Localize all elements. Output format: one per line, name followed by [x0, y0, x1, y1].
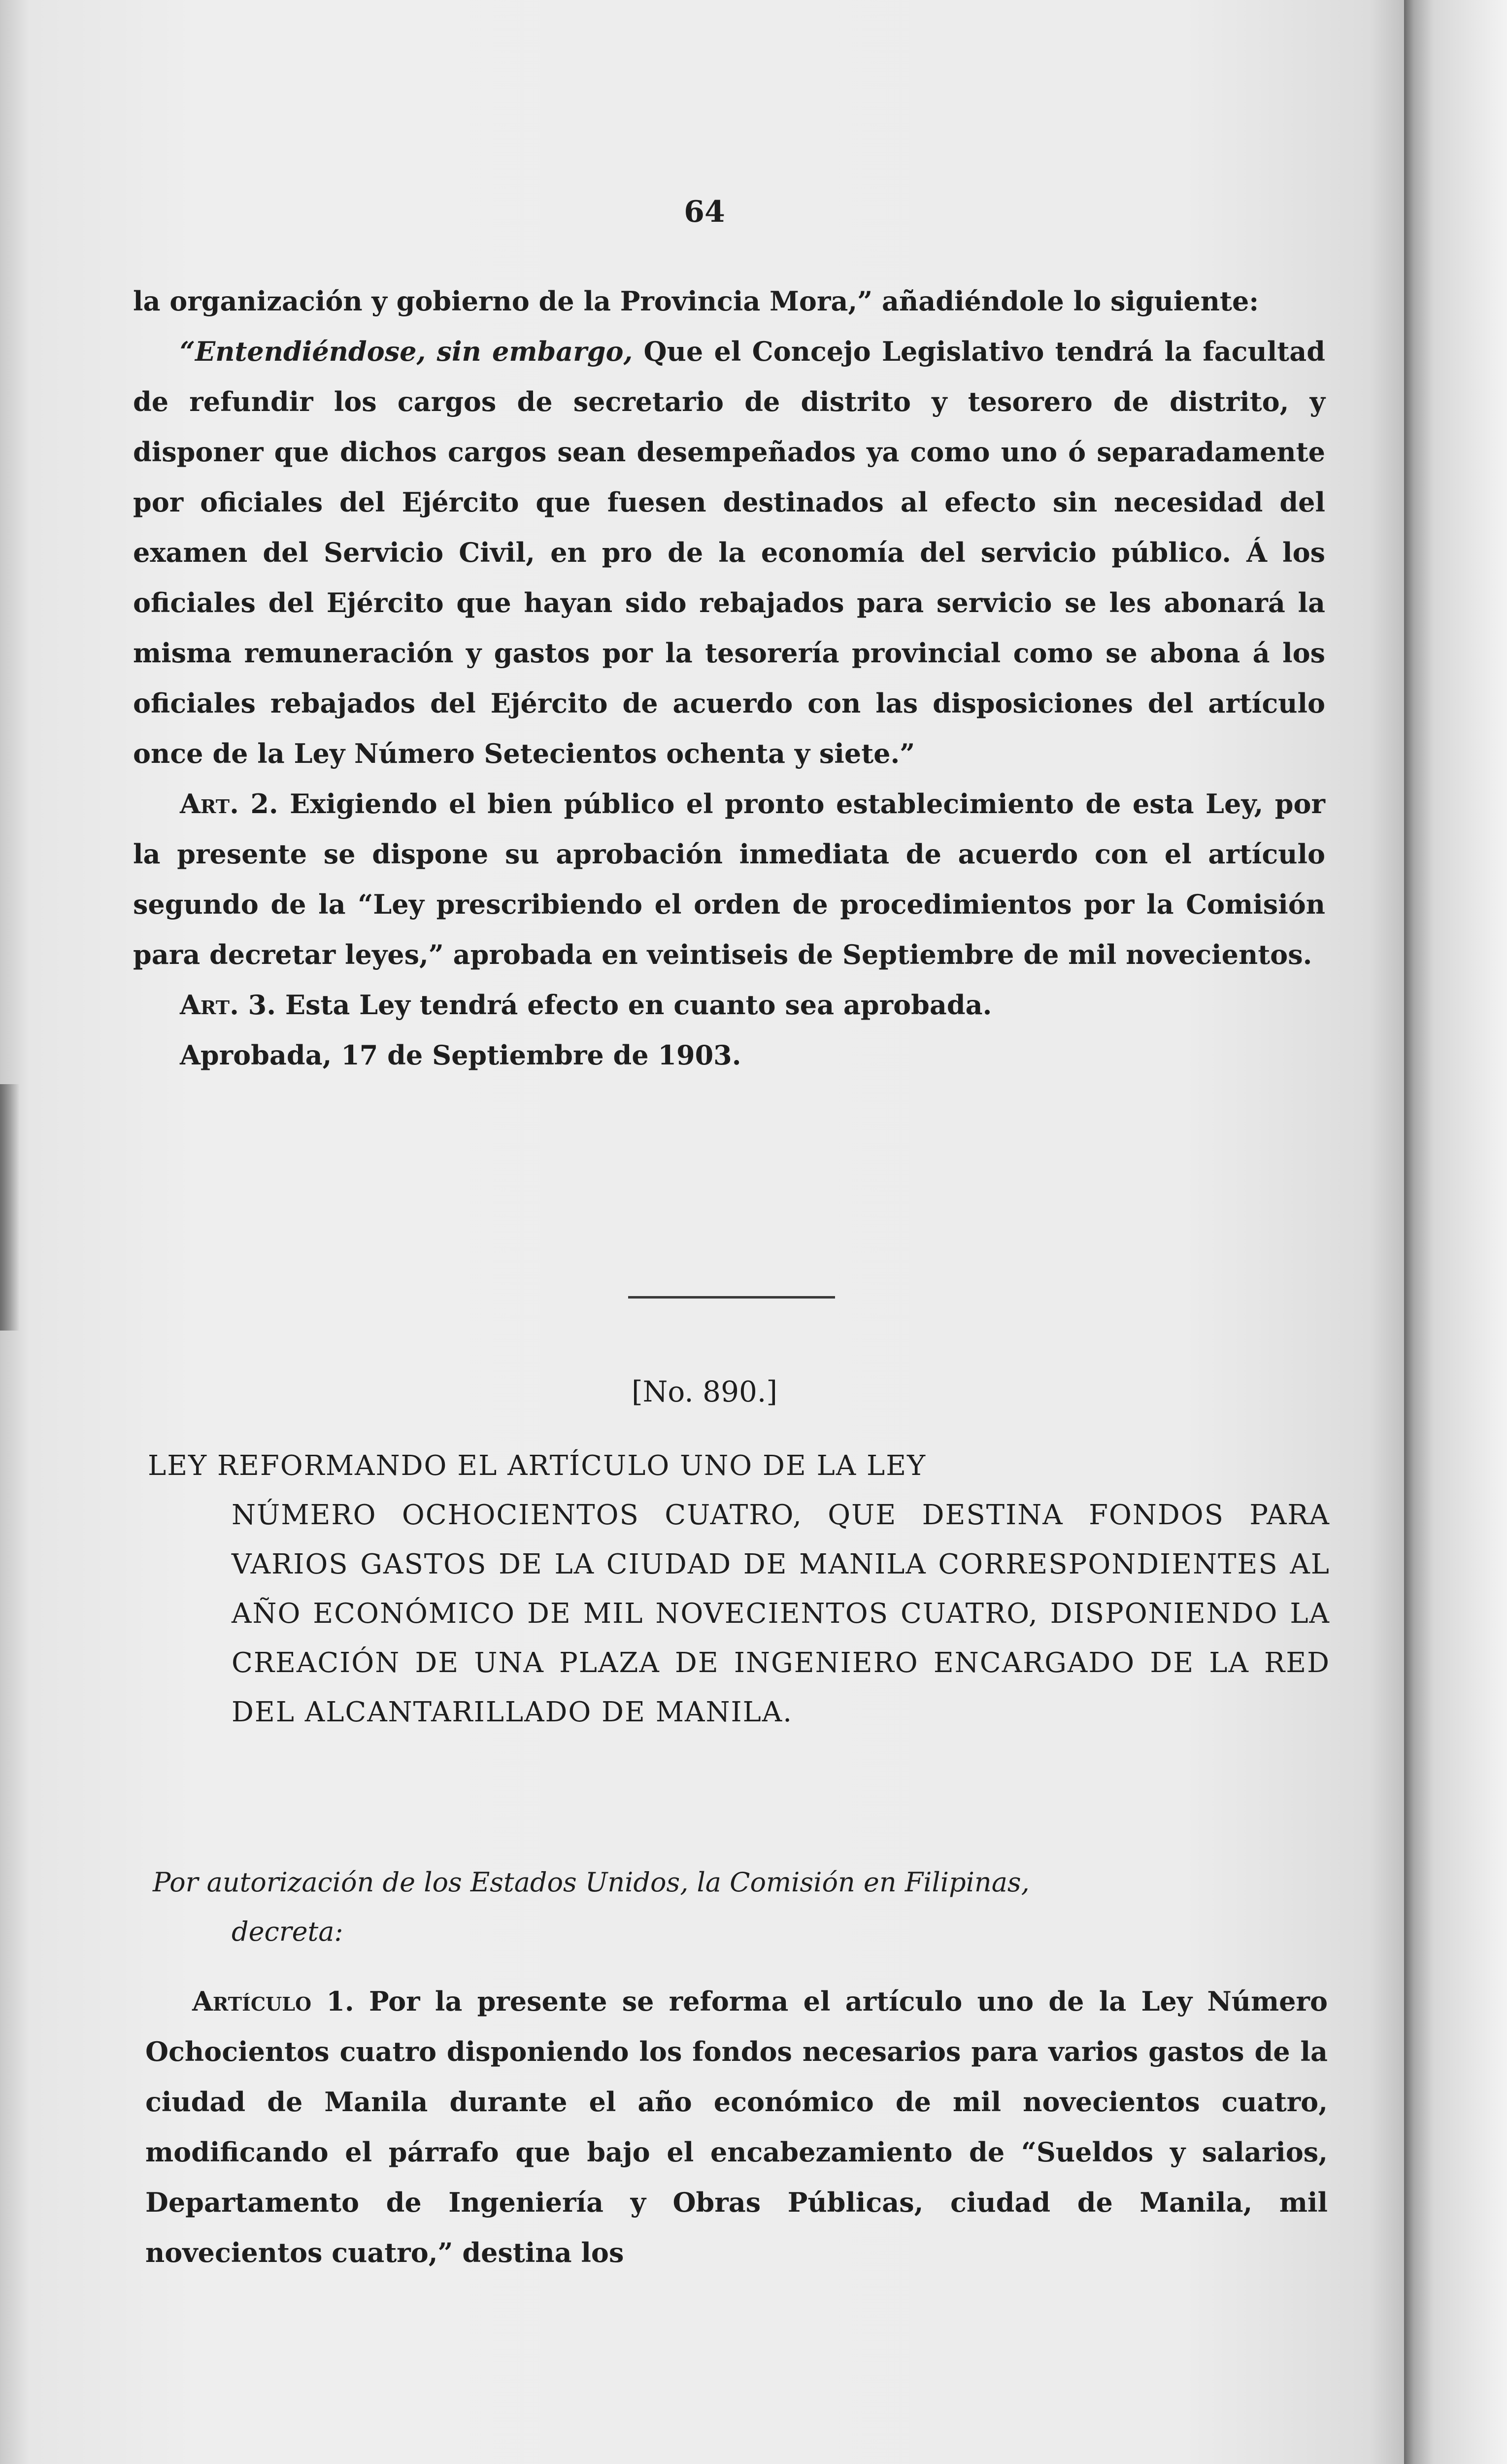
quote-text: Que el Concejo Legislativo tendrá la facultad de refundir los cargos de secretario de distrito y tesorero de distrito, y disponer que dichos cargos sean desempeñados ya como uno ó separadamente por oficiales del Ejército que fuesen destinados al efecto sin necesidad del examen del Servicio Civil, en pro de la economía del servicio público. Á los oficiales del Ejército que hayan sido rebajados para servicio se les abonará la misma remuneración y gastos por la tesorería provincial como se abona á los oficiales rebajados del Ejército de acuerdo con las disposiciones del artículo once de la Ley Número Setecientos ochenta y siete.” [133, 336, 1325, 769]
decree-line-2: decreta: [232, 1916, 343, 1947]
law-title-rest: NÚMERO OCHOCIENTOS CUATRO, QUE DESTINA FONDOS PARA VARIOS GASTOS DE LA CIUDAD DE MANILA CORRESPONDIENTES AL AÑO ECONÓMICO DE MIL NOVECIENTOS CUATRO, DISPONIENDO LA CREACIÓN DE UNA PLAZA DE INGENIERO ENCARGADO DE LA RED DEL ALCANTARILLADO DE MANILA. [232, 1499, 1330, 1728]
article-3-label: Art. 3. [180, 989, 276, 1021]
section-divider [628, 1296, 835, 1299]
decree-clause [153, 1858, 1330, 1956]
law-title [148, 1441, 1330, 1737]
quote-paragraph [133, 326, 1325, 779]
law-number: [No. 890.] [632, 1375, 777, 1408]
article-2 [133, 779, 1325, 980]
page-number: 64 [684, 195, 725, 229]
article-3-text: Esta Ley tendrá efecto en cuanto sea aprobada. [276, 989, 992, 1021]
article-1-label: Artículo 1. [192, 1985, 354, 2017]
article-1-text: Por la presente se reforma el artículo uno de la Ley Número Ochocientos cuatro disponiendo los fondos necesarios para varios gastos de la ciudad de Manila durante el año económico de mil novecientos cuatro, modificando el párrafo que bajo el encabezamiento de “Sueldos y salarios, Departamento de Ingeniería y Obras Públicas, ciudad de Manila, mil novecientos cuatro,” destina los [145, 1985, 1328, 2268]
page-edge-shadow [1404, 0, 1507, 2464]
article-1-block [145, 1976, 1328, 2278]
upper-text-block [133, 276, 1325, 1080]
quote-italic-lead: “Entendiéndose, sin embargo, [180, 336, 633, 367]
decree-line-1: Por autorización de los Estados Unidos, la Comisión en Filipinas, [153, 1867, 1030, 1898]
opening-paragraph: la organización y gobierno de la Provincia Mora,” añadiéndole lo siguiente: [133, 285, 1259, 317]
binding-shadow [0, 1084, 20, 1331]
article-2-text: Exigiendo el bien público el pronto establecimiento de esta Ley, por la presente se dispone su aprobación inmediata de acuerdo con el artículo segundo de la “Ley prescribiendo el orden de procedimientos por la Comisión para decretar leyes,” aprobada en veintiseis de Septiembre de mil novecientos. [133, 788, 1325, 970]
article-3 [133, 980, 1325, 1030]
approval-date: Aprobada, 17 de Septiembre de 1903. [180, 1039, 741, 1071]
article-2-label: Art. 2. [180, 788, 278, 820]
article-1 [145, 1976, 1328, 2278]
law-title-first-line: LEY REFORMANDO EL ARTÍCULO UNO DE LA LEY [148, 1450, 927, 1482]
